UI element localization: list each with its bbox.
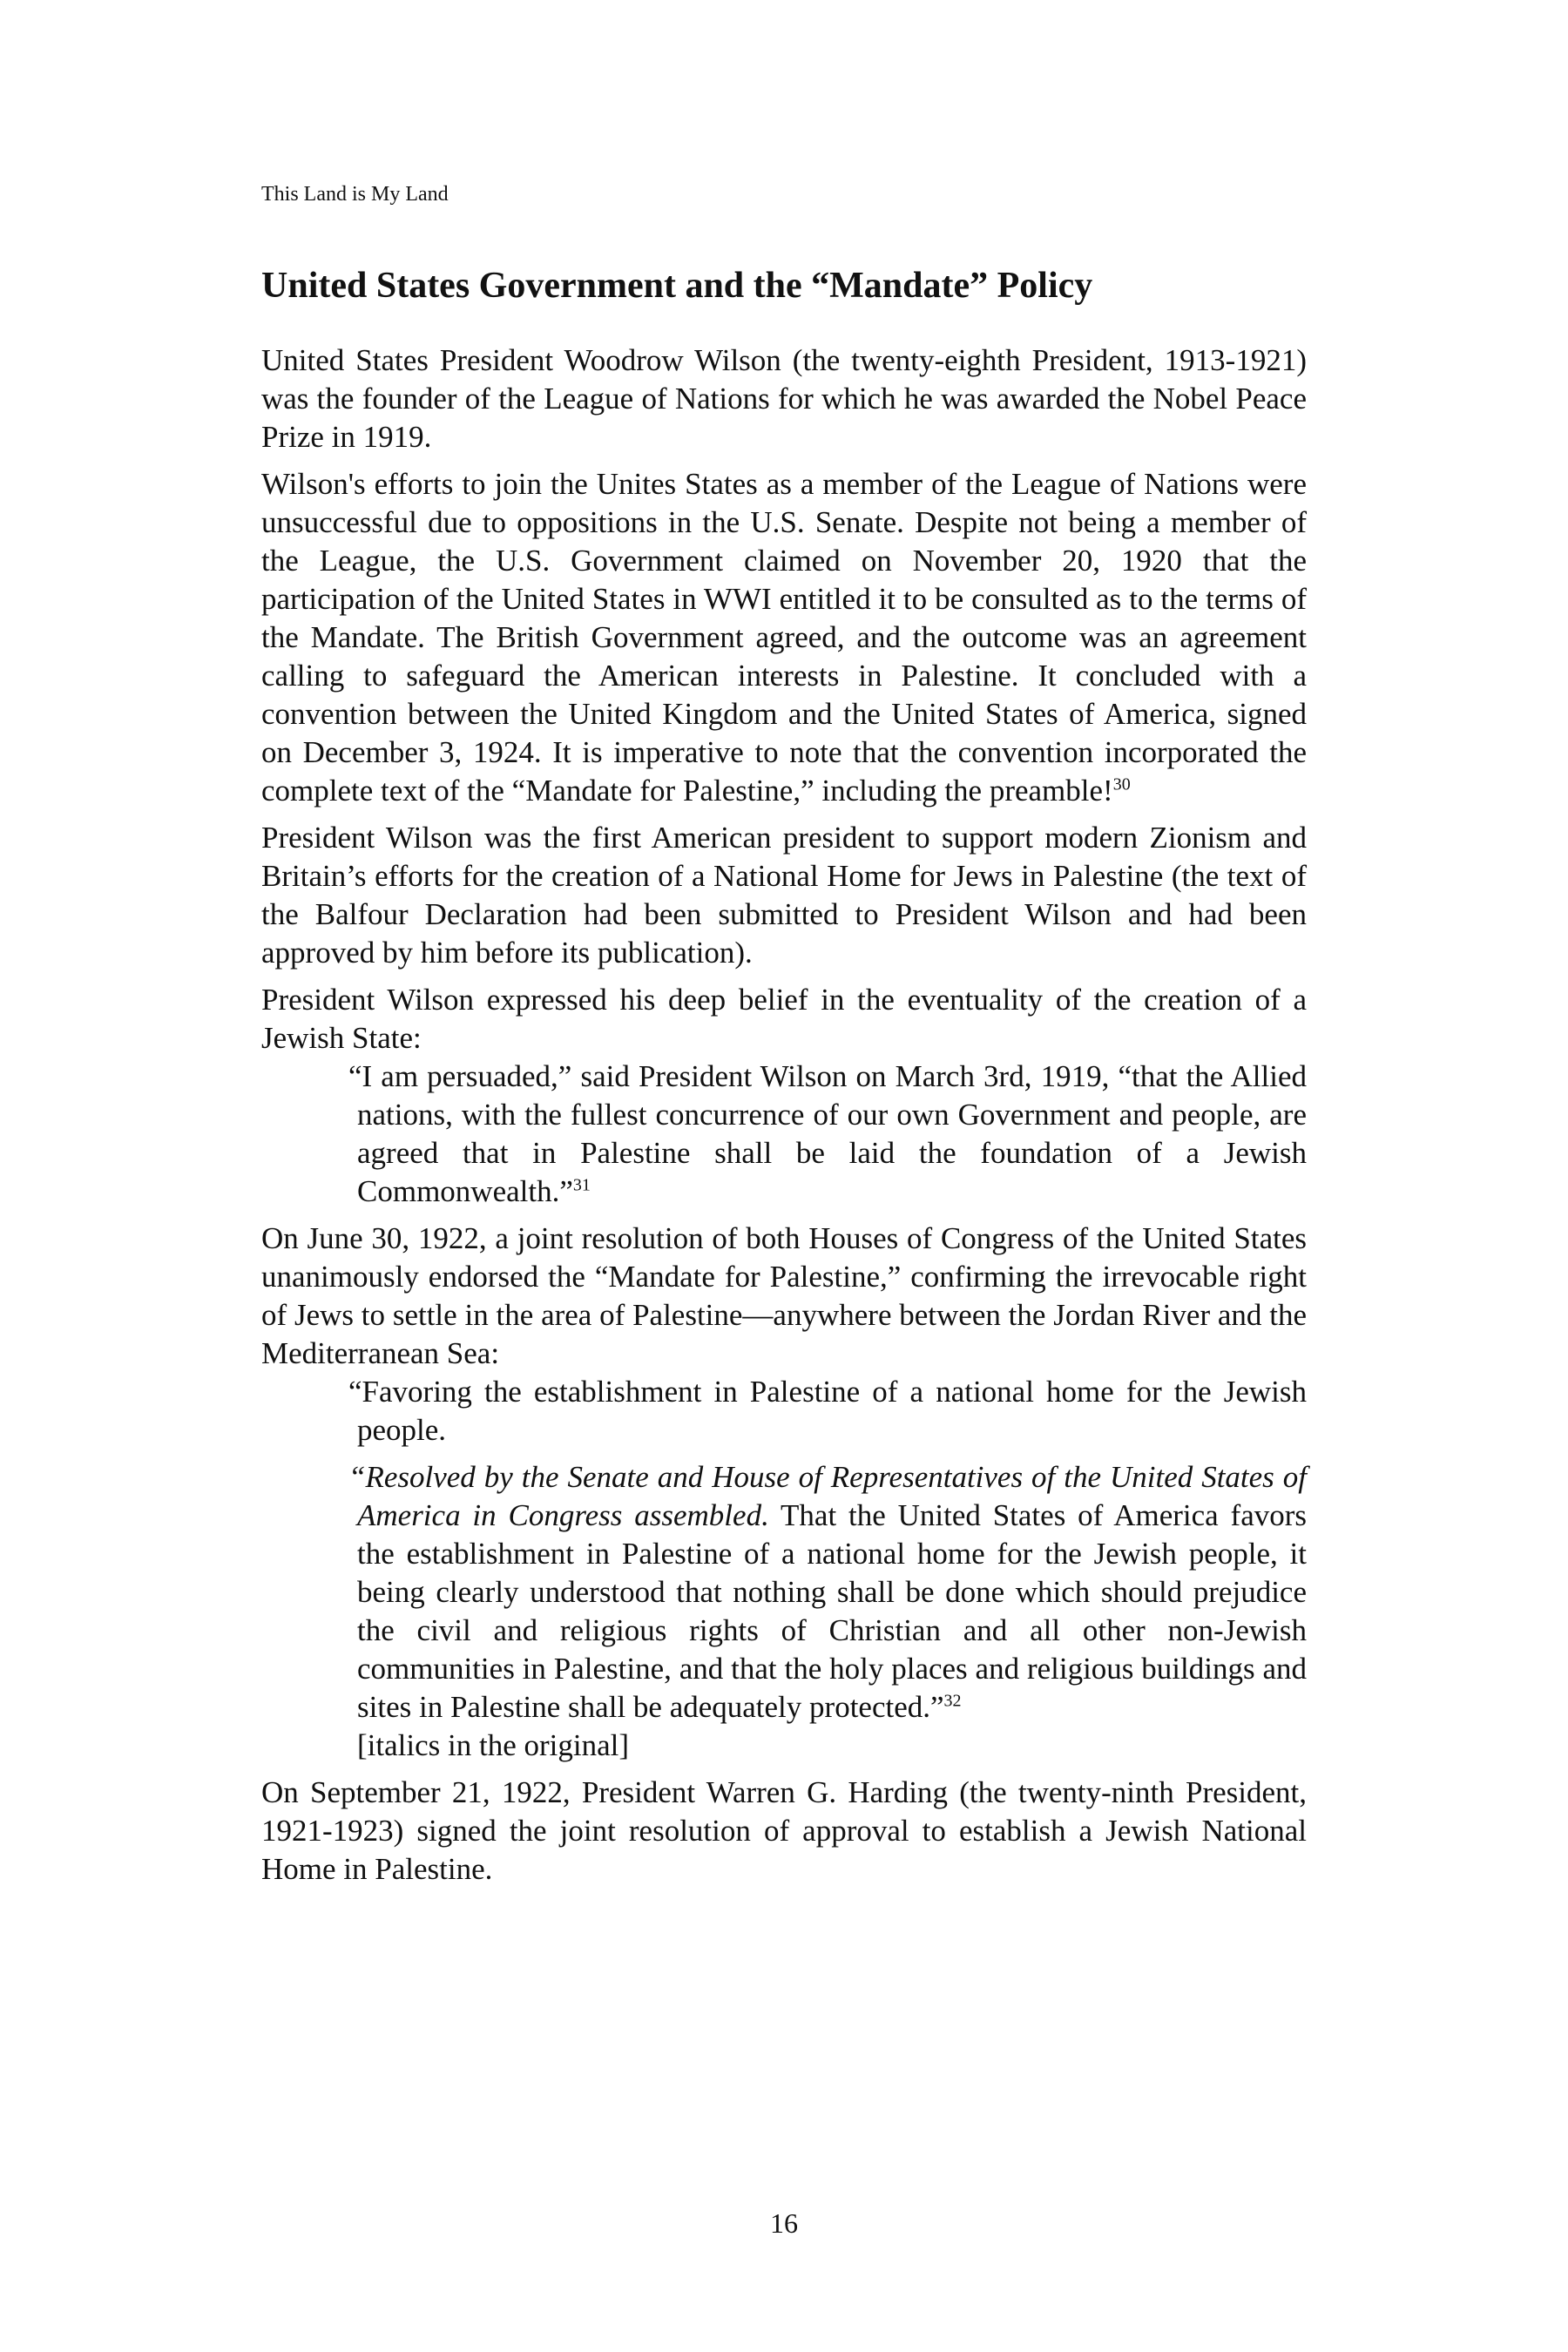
quote-text: “Favoring the establishment in Palestine of a national home for the Jewish people. [348, 1375, 1307, 1447]
paragraph-text: Wilson's efforts to join the Unites States as a member of the League of Nations were unsuccessful due to oppositions in the U.S. Senate. Despite not being a member of the League, the U.S. Government claimed on November 20, 1920 that the participation of the United States in WWI entitled it to be consulted as to the terms of the Mandate. The British Government agreed, and the outcome was an agreement calling to safeguard the American interests in Palestine. It concluded with a convention between the United Kingdom and the United States of America, signed on December 3, 1924. It is imperative to note that the convention incorporated the complete text of the “Mandate for Palestine,” including the preamble! [261, 467, 1307, 808]
paragraph-text: President Wilson was the first American president to support modern Zionism and Britain’s efforts for the creation of a National Home for Jews in Palestine (the text of the Balfour Declaration had been submitted to President Wilson and had been approved by him before its publication). [261, 821, 1307, 970]
paragraph-text: On June 30, 1922, a joint resolution of both Houses of Congress of the United States unanimously endorsed the “Mandate for Palestine,” confirming the irrevocable right of Jews to settle in the area of Palestine—anywhere between the Jordan River and the Mediterranean Sea: [261, 1221, 1307, 1370]
paragraph-text: President Wilson expressed his deep belief in the eventuality of the creation of a Jewish State: [261, 983, 1307, 1055]
paragraph-us-mandate-convention [261, 465, 1307, 810]
page-number: 16 [770, 2207, 798, 2239]
footnote-marker-30: 30 [1112, 774, 1131, 794]
footnote-marker-31: 31 [572, 1175, 591, 1195]
paragraph-wilson-zionism [261, 819, 1307, 972]
section-heading: United States Government and the “Mandate” Policy [261, 266, 1093, 306]
quote-text: “I am persuaded,” said President Wilson on March 3rd, 1919, “that the Allied nations, with the fullest concurrence of our own Government and people, are agreed that in Palestine shall be laid the foundation of a Jewish Commonwealth.” [348, 1059, 1307, 1208]
paragraph-wilson-belief [261, 981, 1307, 1058]
paragraph-harding-signature [261, 1774, 1307, 1889]
italics-note: [italics in the original] [357, 1728, 629, 1762]
paragraph-text: On September 21, 1922, President Warren G. Harding (the twenty-ninth President, 1921-1923) signed the joint resolution of approval to establish a Jewish National Home in Palestine. [261, 1775, 1307, 1886]
paragraph-congress-resolution [261, 1220, 1307, 1373]
paragraph-wilson-league [261, 341, 1307, 456]
quote-italic-text: “Resolved by the Senate and House of Representatives of the United States of America in Congress assembled. [348, 1460, 1307, 1532]
quote-text: That the United States of America favors the establishment in Palestine of a national home for the Jewish people, it being clearly understood that nothing shall be done which should prejudice the civil and religious rights of Christian and all other non-Jewish communities in Palestine, and that the holy places and religious buildings and sites in Palestine shall be adequately protected.” [357, 1498, 1308, 1724]
quote-favoring-establishment [261, 1373, 1307, 1450]
quote-resolved-by-senate [261, 1458, 1307, 1765]
footnote-marker-32: 32 [943, 1691, 962, 1711]
running-header: This Land is My Land [261, 183, 449, 206]
paragraph-text: United States President Woodrow Wilson (the twenty-eighth President, 1913-1921) was the founder of the League of Nations for which he was awarded the Nobel Peace Prize in 1919. [261, 343, 1307, 454]
body-text [261, 341, 1307, 1897]
quote-wilson-commonwealth [261, 1058, 1307, 1211]
